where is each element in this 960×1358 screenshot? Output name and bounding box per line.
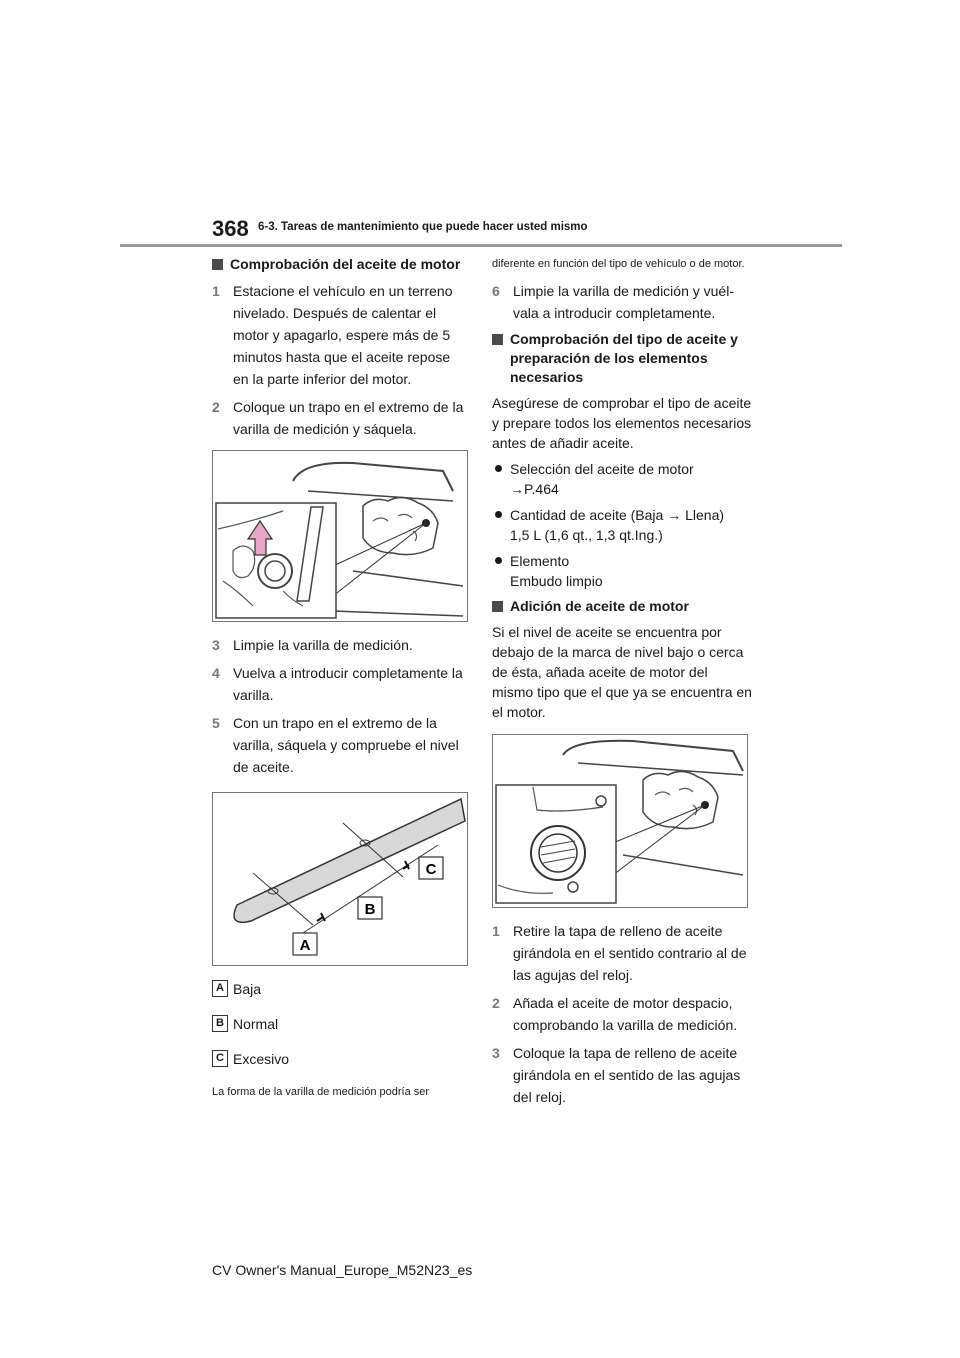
bullet-line: Elemento <box>510 553 570 569</box>
step-text: Con un trapo en el extremo de la varilla, sáquela y compruebe el nivel de aceite. <box>233 715 459 775</box>
step-number: 3 <box>492 1045 500 1061</box>
step-text: Coloque la tapa de relleno de aceite girándola en el sentido de las agujas del reloj. <box>513 1045 741 1105</box>
step-text: Retire la tapa de relleno de aceite girándola en el sentido contrario al de las agujas del reloj. <box>513 923 747 983</box>
page-number: 368 <box>212 216 249 241</box>
step-number: 2 <box>212 399 220 415</box>
paragraph-oil-type: Asegúrese de comprobar el tipo de aceite y prepare todos los elementos necesarios antes de añadir aceite. <box>492 395 752 451</box>
heading-add-oil: Adición de aceite de motor <box>492 597 752 616</box>
engine-dipstick-illustration <box>213 451 467 621</box>
legend-c <box>212 1048 468 1070</box>
section-title: 6-3. Tareas de mantenimiento que puede hacer usted mismo <box>258 221 588 233</box>
step-3 <box>212 634 468 656</box>
step-text: Vuelva a introducir completamente la varilla. <box>233 665 463 703</box>
step-text: Estacione el vehículo en un terreno nivelado. Después de calentar el motor y apagarlo, espere más de 5 minutos hasta que el aceite repose en la parte inferior del motor. <box>233 283 453 387</box>
figure-dipstick-levels <box>212 792 468 966</box>
bullet-reference: →P.464 <box>510 481 559 497</box>
step-add-2 <box>492 992 752 1036</box>
bullet-line: Selección del aceite de motor <box>510 461 694 477</box>
step-text: Coloque un trapo en el extremo de la varilla de medición y sáquela. <box>233 399 464 437</box>
step-5 <box>212 712 468 778</box>
label-a-letter: A <box>299 937 311 954</box>
legend-b <box>212 1013 468 1035</box>
figure-oil-filler-cap <box>492 734 748 908</box>
left-column <box>212 255 468 1102</box>
bullet-oil-quantity <box>492 505 752 545</box>
step-number: 3 <box>212 637 220 653</box>
heading-check-oil: Comprobación del aceite de motor <box>212 255 468 274</box>
label-c-letter: C <box>425 861 437 878</box>
bullet-line: Cantidad de aceite (Baja → Llena) <box>510 507 725 523</box>
step-6 <box>492 280 752 324</box>
step-number: 6 <box>492 283 500 299</box>
legend-a <box>212 978 468 1000</box>
step-add-3 <box>492 1042 752 1108</box>
oil-filler-cap-illustration <box>493 735 747 907</box>
figure-dipstick-removal <box>212 450 468 622</box>
step-add-1 <box>492 920 752 986</box>
label-b-letter: B <box>364 901 376 918</box>
step-text: Limpie la varilla de medición. <box>233 637 413 653</box>
bullet-value: Embudo limpio <box>510 573 603 589</box>
bullet-item <box>492 551 752 591</box>
header-rule <box>120 244 842 247</box>
legend-a-text: Baja <box>233 981 262 997</box>
step-number: 1 <box>212 283 220 299</box>
legend-c-box: C <box>212 1050 228 1067</box>
step-number: 4 <box>212 665 220 681</box>
step-text: Limpie la varilla de medición y vuélvala a introducir completamente. <box>513 283 734 321</box>
legend-a-box: A <box>212 980 228 997</box>
bullet-oil-selection <box>492 459 752 499</box>
legend-b-box: B <box>212 1015 228 1032</box>
step-4 <box>212 662 468 706</box>
note-text: La forma de la varilla de medición podría ser <box>212 1086 430 1098</box>
right-column <box>492 255 752 1114</box>
step-number: 5 <box>212 715 220 731</box>
note-continued: diferente en función del tipo de vehículo o de motor. <box>492 258 745 270</box>
heading-oil-type: Comprobación del tipo de aceite y preparación de los elementos necesarios <box>492 330 752 387</box>
legend-b-text: Normal <box>233 1016 279 1032</box>
bullet-value: 1,5 L (1,6 qt., 1,3 qt.Ing.) <box>510 527 663 543</box>
step-number: 2 <box>492 995 500 1011</box>
paragraph-add-oil: Si el nivel de aceite se encuentra por debajo de la marca de nivel bajo o cerca de ésta, añada aceite de motor del mismo tipo que el que ya se encuentra en el motor. <box>492 624 752 720</box>
step-text: Añada el aceite de motor despacio, comprobando la varilla de medición. <box>513 995 738 1033</box>
step-2 <box>212 396 468 440</box>
step-number: 1 <box>492 923 500 939</box>
legend-c-text: Excesivo <box>233 1051 290 1067</box>
step-1 <box>212 280 468 390</box>
footer-text: CV Owner's Manual_Europe_M52N23_es <box>212 1262 473 1278</box>
dipstick-illustration <box>213 793 467 965</box>
